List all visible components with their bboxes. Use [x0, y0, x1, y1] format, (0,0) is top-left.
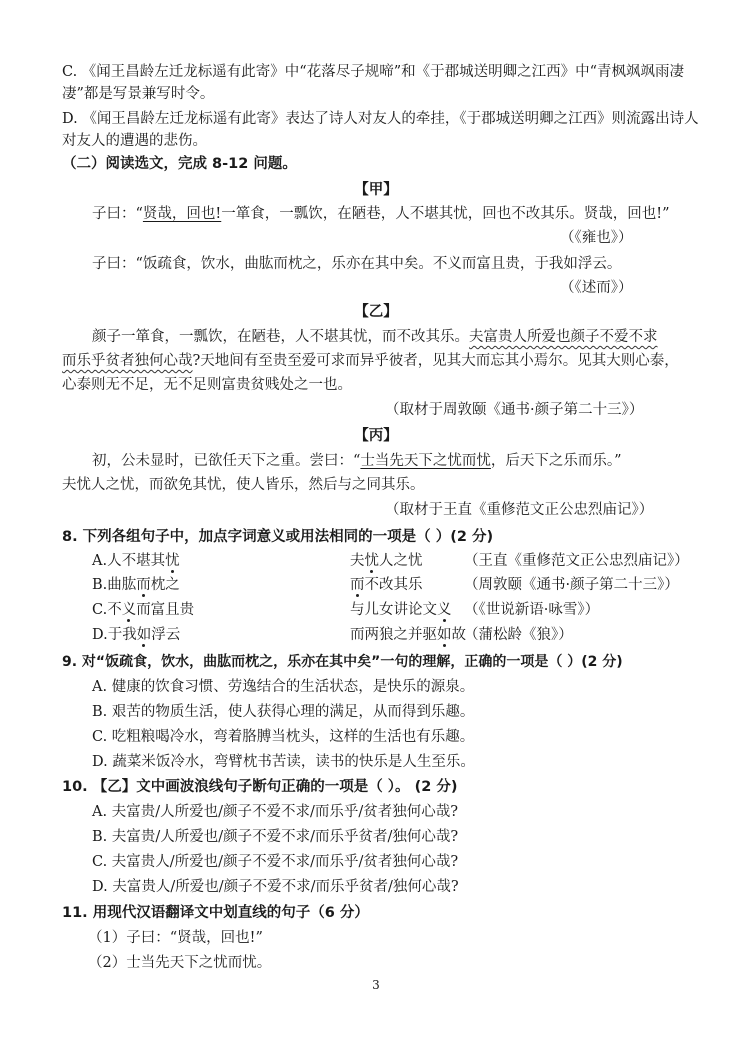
jia-p2-source: （《述而》） [560, 280, 633, 296]
jia-p1-prefix: 子曰：“ [92, 206, 143, 222]
q8-d-right-post: 故 [451, 627, 466, 643]
yi-l1-wavy: 夫富贵人所爱也颜子不爱不求 [469, 329, 658, 345]
jia-p1-underlined: 贤哉，回也! [142, 206, 222, 222]
q9-option-d: D. 蔬菜米饭冷水，弯臂枕书苦读，读书的快乐是人生至乐。 [92, 754, 475, 770]
yi-line-1 [92, 327, 658, 347]
q8-d-left-post: 浮云 [151, 627, 181, 643]
q9-stem: 9. 对“饭疏食，饮水，曲肱而枕之，乐亦在其中矣”一句的理解，正确的一项是（ ）(2 分) [62, 654, 623, 670]
jia-paragraph-1 [92, 204, 670, 224]
q10-option-a: A. 夫富贵/人所爱也/颜子不爱不求/而乐乎/贫者独何心哉? [92, 804, 459, 820]
bing-l1-prefix: 初，公未显时，已欲任天下之重。尝曰：“ [92, 453, 361, 469]
q8-c-source: （《世说新语·咏雪》） [464, 602, 600, 618]
q8-stem: 8. 下列各组句子中，加点字词意义或用法相同的一项是（ ）(2 分) [62, 529, 494, 545]
option-d-line2: 对友人的遭遇的悲伤。 [62, 133, 207, 149]
q8-b-label: B. [92, 577, 108, 593]
bing-line-2: 夫忧人之忧，而欲免其忧，使人皆乐，然后与之同其乐。 [62, 477, 425, 493]
yi-line-2 [62, 351, 679, 371]
q8-option-c [92, 600, 712, 620]
q10-stem: 10. 【乙】文中画波浪线句子断句正确的一项是（ ）。 (2 分) [62, 779, 458, 795]
bing-line-1 [92, 451, 622, 471]
q8-a-right-dotted: 忧 [364, 553, 379, 569]
q8-c-left-pre: 不 [107, 602, 122, 618]
q8-option-b [92, 575, 712, 595]
bing-l1-rest: ，后天下之乐而乐。” [490, 453, 622, 469]
q8-c-label: C. [92, 602, 108, 618]
q9-option-b: B. 艰苦的物质生活，使人获得心理的满足，从而得到乐趣。 [92, 704, 475, 720]
q8-c-right [350, 600, 452, 620]
q9-option-c: C. 吃粗粮喝冷水，弯着胳膊当枕头，这样的生活也有乐趣。 [92, 729, 475, 745]
q8-option-d [92, 625, 712, 645]
q8-d-right-dotted: 如 [437, 627, 452, 643]
jia-paragraph-2: 子曰：“饭疏食，饮水，曲肱而枕之，乐亦在其中矣。不义而富且贵，于我如浮云。 [92, 256, 622, 272]
bing-source: （取材于王直《重修范文正公忠烈庙记》） [385, 502, 654, 518]
option-d-line1: D. 《闻王昌龄左迁龙标遥有此寄》表达了诗人对友人的牵挂，《于郡城送明卿之江西》则流露出诗人 [62, 111, 699, 127]
q8-c-right-pre: 与儿女讲论文 [350, 602, 437, 618]
q8-a-right-post: 人之忧 [379, 553, 423, 569]
option-c-line1: C. 《闻王昌龄左迁龙标遥有此寄》中“花落尽子规啼”和《于郡城送明卿之江西》中“青枫飒飒雨凄 [62, 64, 685, 80]
q8-a-right-pre: 夫 [350, 553, 365, 569]
q8-b-right [350, 575, 423, 595]
q8-option-a [92, 551, 712, 571]
q8-b-left-dotted: 而 [136, 577, 151, 593]
bing-title: 【丙】 [354, 428, 398, 444]
q8-d-left-dotted: 如 [136, 627, 152, 643]
yi-title: 【乙】 [354, 304, 398, 320]
q8-d-right [350, 625, 466, 645]
q8-d-label: D. [92, 627, 108, 643]
q8-b-right-dotted: 而 [350, 577, 365, 593]
q8-d-right-pre: 而两狼之并驱 [350, 627, 437, 643]
jia-title: 【甲】 [354, 182, 398, 198]
jia-p1-source: （《雍也》） [560, 230, 633, 246]
q8-b-right-post: 不改其乐 [364, 577, 423, 593]
option-c-line2: 凄”都是写景兼写时令。 [62, 86, 215, 102]
q8-b-left-pre: 曲肱 [107, 577, 137, 593]
yi-l2-rest: ?天地间有至贵至爱可求而异乎彼者，见其大而忘其小焉尔。见其大则心泰， [192, 353, 679, 369]
q8-a-source: （王直《重修范文正公忠烈庙记》） [464, 553, 689, 569]
q8-b-source: （周敦颐《通书·颜子第二十三》） [464, 577, 679, 593]
section-heading: （二）阅读选文，完成 8-12 问题。 [62, 156, 297, 172]
q8-a-label: A. [92, 553, 108, 569]
bing-l1-underlined: 士当先天下之忧而忧 [360, 453, 491, 469]
q8-c-right-dotted: 义 [437, 602, 452, 618]
q10-option-b: B. 夫富贵/人所爱也/颜子不爱不求/而乐乎贫者/独何心哉? [92, 829, 459, 845]
q8-c-left-post: 而富且贵 [136, 602, 195, 618]
yi-l2-wavy: 而乐乎贫者独何心哉 [62, 353, 193, 369]
q11-stem: 11. 用现代汉语翻译文中划直线的句子（6 分） [62, 905, 369, 921]
q8-d-left-pre: 于我 [107, 627, 137, 643]
q11-item-2: （2）士当先天下之忧而忧。 [88, 955, 272, 971]
q8-a-left-dotted: 忧 [165, 553, 180, 569]
q8-b-left-post: 枕之 [150, 577, 180, 593]
q10-option-d: D. 夫富贵人/所爱也/颜子不爱不求/而乐乎贫者/独何心哉? [92, 879, 459, 895]
q8-c-left-dotted: 义 [121, 602, 137, 618]
page-number: 3 [372, 978, 380, 992]
q8-a-right [350, 551, 423, 571]
yi-source: （取材于周敦颐《通书·颜子第二十三》） [385, 402, 644, 418]
yi-l1-plain: 颜子一箪食，一瓢饮，在陋巷，人不堪其忧，而不改其乐。 [92, 329, 469, 345]
q9-option-a: A. 健康的饮食习惯、劳逸结合的生活状态，是快乐的源泉。 [92, 679, 475, 695]
yi-line-3: 心泰则无不足，无不足则富贵贫贱处之一也。 [62, 377, 352, 393]
q11-item-1: （1）子曰：“贤哉，回也!” [88, 930, 263, 946]
jia-p1-rest: 一箪食，一瓢饮，在陋巷，人不堪其忧，回也不改其乐。贤哉，回也!” [221, 206, 670, 222]
q8-d-source: （蒲松龄《狼》） [464, 627, 573, 643]
q8-a-left-pre: 人不堪其 [107, 553, 166, 569]
q10-option-c: C. 夫富贵人/所爱也/颜子不爱不求/而乐乎/贫者独何心哉? [92, 854, 459, 870]
